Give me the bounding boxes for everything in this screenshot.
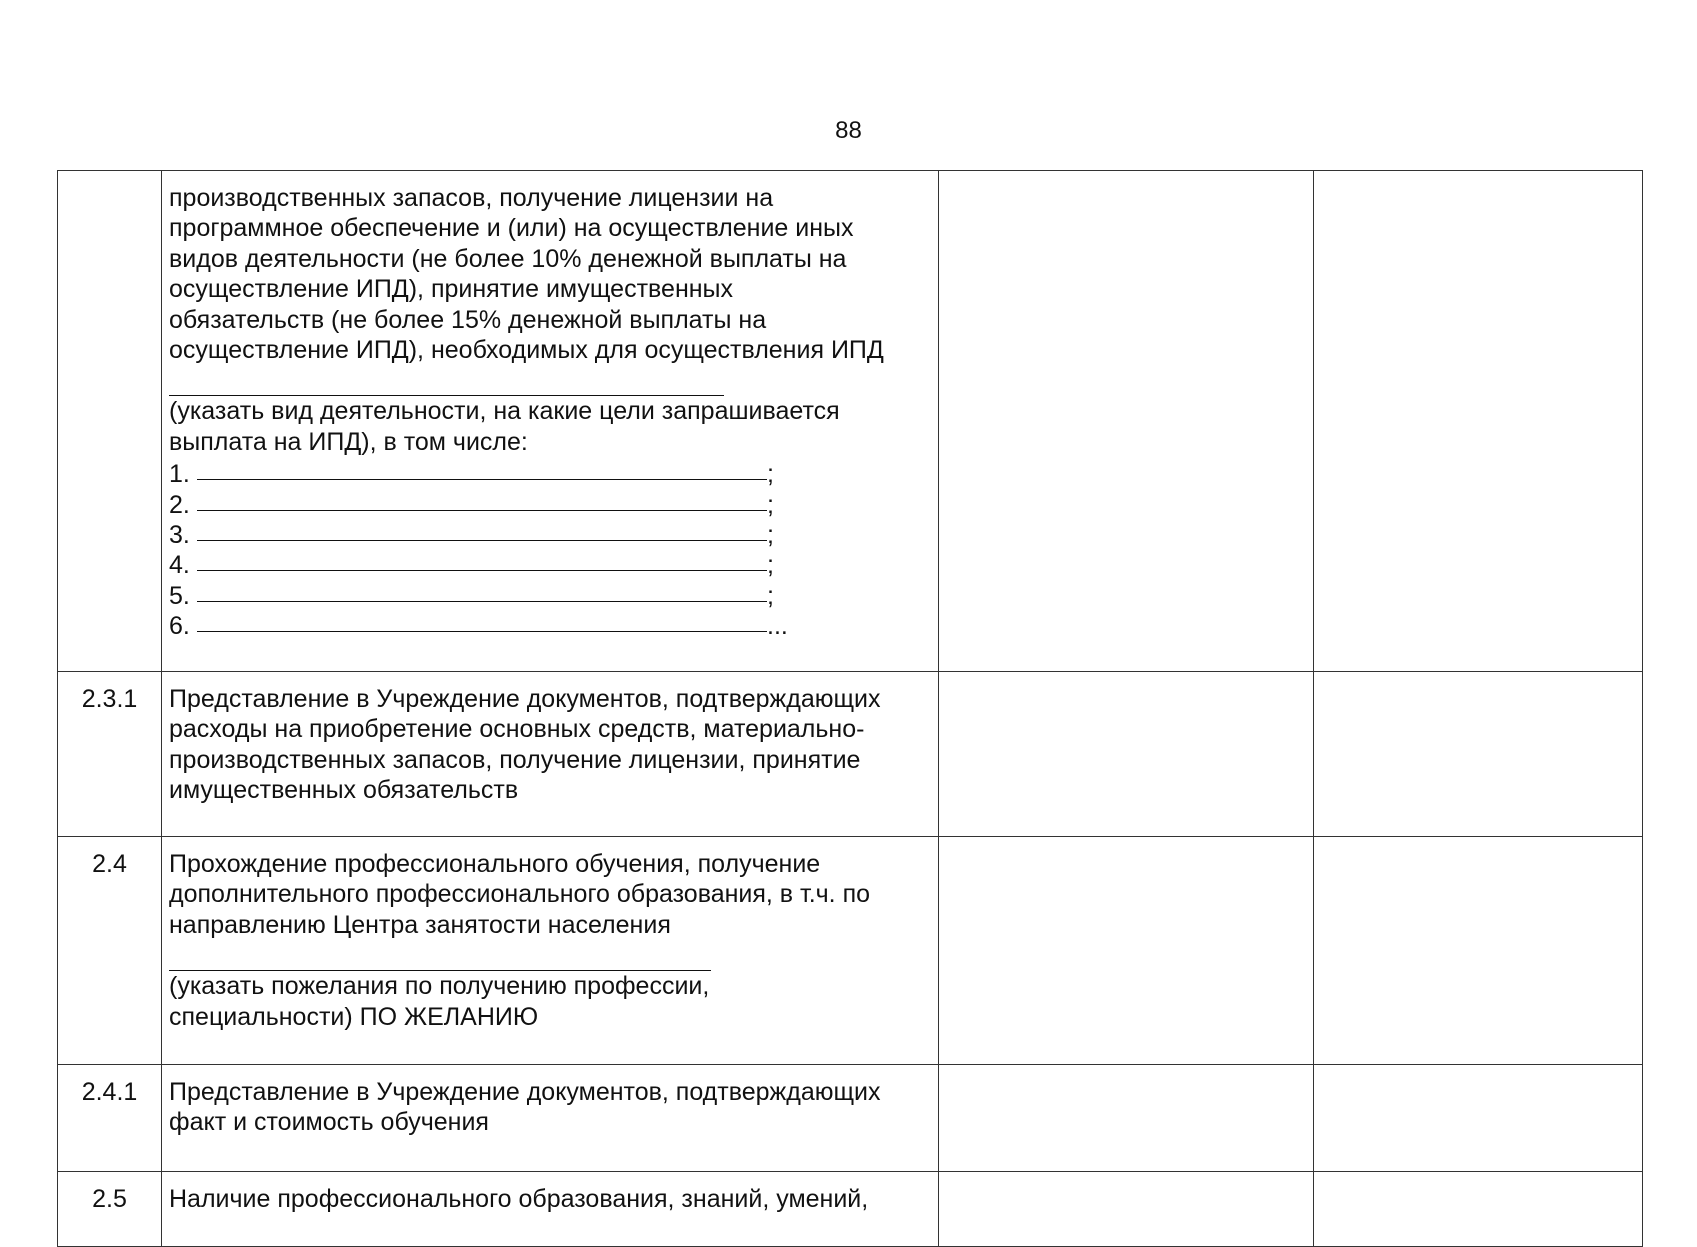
empty-cell xyxy=(939,171,1314,672)
numbered-blank-item xyxy=(169,579,932,609)
row-number-cell: 2.4 xyxy=(58,837,162,1065)
description-line: дополнительного профессионального образования, в т.ч. по xyxy=(169,880,871,909)
numbered-blank-item xyxy=(169,518,932,548)
table-row xyxy=(58,1065,1643,1172)
instruction-note-line: специальности) ПО ЖЕЛАНИЮ xyxy=(169,1002,539,1031)
fill-in-blank-line xyxy=(169,940,711,971)
description-line: производственных запасов, получение лицензии на xyxy=(169,184,774,212)
fill-in-blank-line xyxy=(197,486,767,511)
page-number: 88 xyxy=(835,117,862,144)
row-description-cell xyxy=(162,171,939,672)
description-line: осуществление ИПД), необходимых для осуществления ИПД xyxy=(169,336,884,365)
description-line: имущественных обязательств xyxy=(169,776,519,805)
fill-in-blank-line xyxy=(197,516,767,541)
list-item-number: 3. xyxy=(169,521,190,550)
list-item-number: 4. xyxy=(169,551,190,580)
list-item-terminator: ; xyxy=(767,551,774,580)
list-item-terminator: ... xyxy=(767,612,788,641)
row-description-cell xyxy=(162,837,939,1065)
description-line: направлению Центра занятости населения xyxy=(169,910,671,939)
list-item-terminator: ; xyxy=(767,521,774,550)
row-description-cell xyxy=(162,1172,939,1247)
row-number-cell: 2.4.1 xyxy=(58,1065,162,1172)
row-number-cell: 2.5 xyxy=(58,1172,162,1247)
description-line: производственных запасов, получение лицензии, принятие xyxy=(169,745,861,774)
row-description-cell xyxy=(162,672,939,837)
empty-cell xyxy=(939,1065,1314,1172)
empty-cell xyxy=(1314,837,1643,1065)
empty-cell xyxy=(939,1172,1314,1247)
empty-cell xyxy=(1314,672,1643,837)
fill-in-blank-line xyxy=(197,455,767,480)
list-item-terminator: ; xyxy=(767,460,774,489)
instruction-note-line: выплата на ИПД), в том числе: xyxy=(169,427,528,456)
row-number-cell xyxy=(58,171,162,672)
empty-cell xyxy=(939,672,1314,837)
fill-in-blank-line xyxy=(169,365,724,396)
description-line: Прохождение профессионального обучения, получение xyxy=(169,850,821,878)
list-item-number: 2. xyxy=(169,490,190,519)
list-item-terminator: ; xyxy=(767,490,774,519)
description-line: факт и стоимость обучения xyxy=(169,1108,489,1137)
list-item-terminator: ; xyxy=(767,581,774,610)
numbered-blank-item xyxy=(169,548,932,578)
numbered-blank-item xyxy=(169,609,932,639)
list-item-number: 6. xyxy=(169,612,190,641)
row-description-cell xyxy=(162,1065,939,1172)
description-line: осуществление ИПД), принятие имущественных xyxy=(169,275,734,304)
description-line: Представление в Учреждение документов, подтверждающих xyxy=(169,1078,881,1106)
row-number-cell: 2.3.1 xyxy=(58,672,162,837)
description-line: расходы на приобретение основных средств, материально- xyxy=(169,715,865,744)
list-item-number: 1. xyxy=(169,460,190,489)
numbered-blank-item xyxy=(169,488,932,518)
instruction-note-line: (указать пожелания по получению профессии, xyxy=(169,972,710,1001)
table-row xyxy=(58,171,1643,672)
numbered-blank-item xyxy=(169,457,932,487)
document-table xyxy=(57,170,1643,1247)
empty-cell xyxy=(939,837,1314,1065)
table-row xyxy=(58,672,1643,837)
list-item-number: 5. xyxy=(169,581,190,610)
description-line: программное обеспечение и (или) на осуществление иных xyxy=(169,214,854,243)
empty-cell xyxy=(1314,1065,1643,1172)
description-line: видов деятельности (не более 10% денежной выплаты на xyxy=(169,244,847,273)
description-line: обязательств (не более 15% денежной выплаты на xyxy=(169,305,767,334)
description-line: Представление в Учреждение документов, подтверждающих xyxy=(169,685,881,713)
instruction-note-line: (указать вид деятельности, на какие цели запрашивается xyxy=(169,397,840,426)
empty-cell xyxy=(1314,1172,1643,1247)
fill-in-blank-line xyxy=(197,607,767,632)
empty-cell xyxy=(1314,171,1643,672)
table-row xyxy=(58,1172,1643,1247)
table-row xyxy=(58,837,1643,1065)
description-line: Наличие профессионального образования, знаний, умений, xyxy=(169,1185,869,1213)
fill-in-blank-line xyxy=(197,577,767,602)
fill-in-blank-line xyxy=(197,546,767,571)
